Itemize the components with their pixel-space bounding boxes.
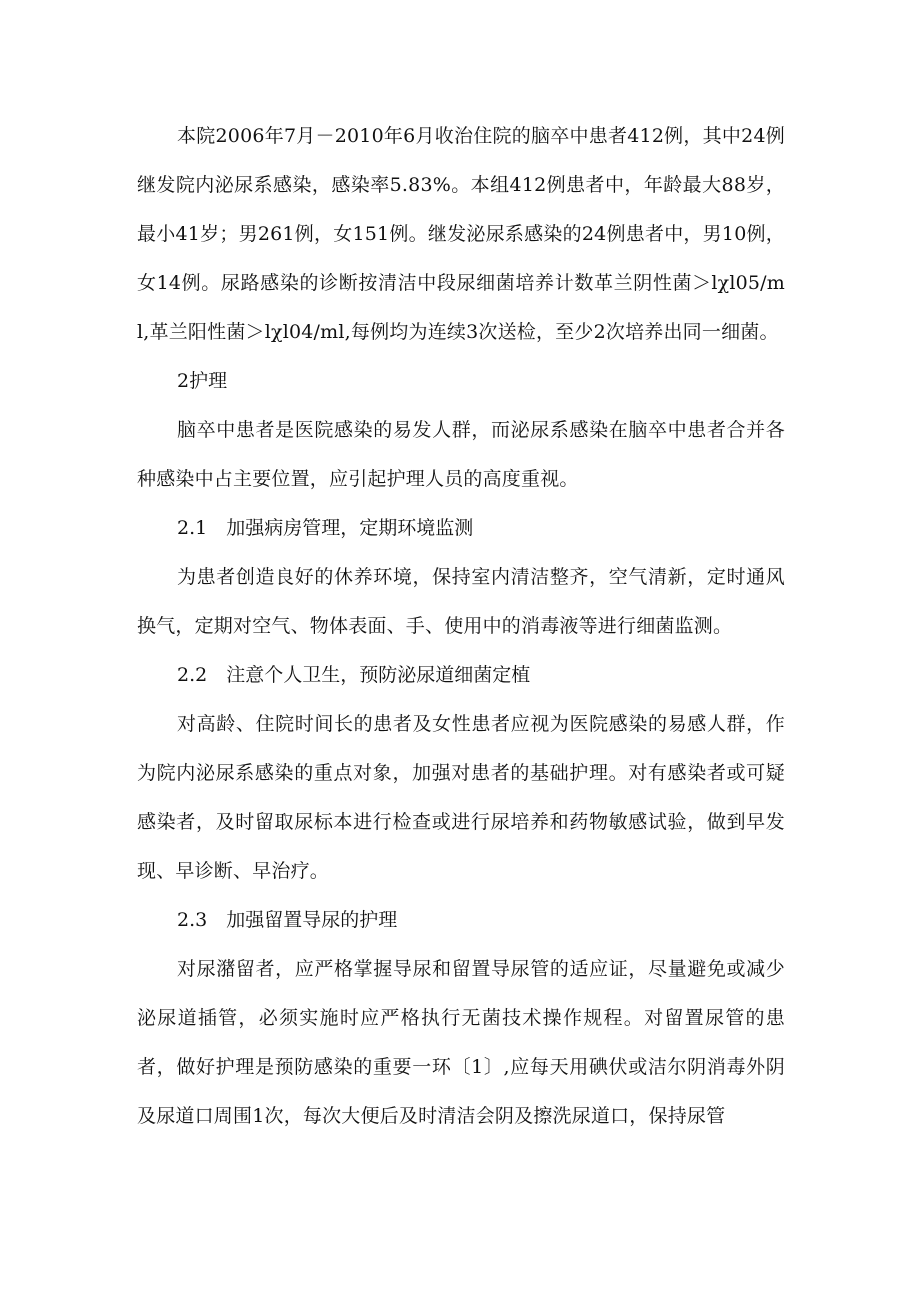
paragraph-ward-management: 为患者创造良好的休养环境，保持室内清洁整齐，空气清新，定时通风换气，定期对空气、物体表面、手、使用中的消毒液等进行细菌监测。: [137, 566, 785, 637]
paragraph-nursing-intro: 脑卒中患者是医院感染的易发人群，而泌尿系感染在脑卒中患者合并各种感染中占主要位置，应引起护理人员的高度重视。: [137, 419, 785, 490]
heading-2-2: 2.2 注意个人卫生，预防泌尿道细菌定植: [177, 664, 531, 686]
paragraph-personal-hygiene: 对高龄、住院时间长的患者及女性患者应视为医院感染的易感人群，作为院内泌尿系感染的重点对象，加强对患者的基础护理。对有感染者或可疑感染者，及时留取尿标本进行检查或进行尿培养和药物敏感试验，做到早发现、早诊断、早治疗。: [137, 713, 785, 882]
heading-2-3: 2.3 加强留置导尿的护理: [177, 909, 398, 931]
heading-2-1: 2.1 加强病房管理，定期环境监测: [177, 517, 474, 539]
paragraph-catheter-care: 对尿潴留者，应严格掌握导尿和留置导尿管的适应证，尽量避免或减少泌尿道插管，必须实施时应严格执行无菌技术操作规程。对留置尿管的患者，做好护理是预防感染的重要一环〔1〕,应每天用碘伏或洁尔阴消毒外阴及尿道口周围1次，每次大便后及时清洁会阴及擦洗尿道口，保持尿管: [137, 958, 785, 1127]
document-page: [137, 112, 785, 1141]
paragraph-case-summary: 本院2006年7月－2010年6月收治住院的脑卒中患者412例，其中24例继发院内泌尿系感染，感染率5.83%。本组412例患者中，年龄最大88岁，最小41岁；男261例，女151例。继发泌尿系感染的24例患者中，男10例，女14例。尿路感染的诊断按清洁中段尿细菌培养计数革兰阴性菌＞lχl05/ml,革兰阳性菌＞lχl04/ml,每例均为连续3次送检，至少2次培养出同一细菌。: [137, 125, 785, 343]
heading-nursing: 2护理: [177, 370, 228, 392]
